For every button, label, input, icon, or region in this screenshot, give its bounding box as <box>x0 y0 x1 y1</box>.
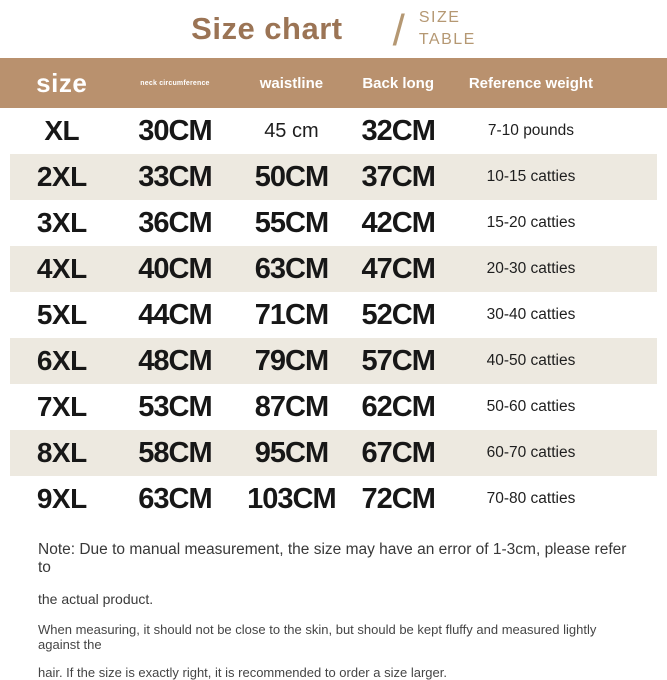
neck-value: 48CM <box>138 344 212 377</box>
neck-value: 53CM <box>138 390 212 423</box>
slash-divider-icon: / <box>392 6 405 55</box>
back-value: 67CM <box>361 436 435 469</box>
weight-value: 50-60 catties <box>486 398 576 415</box>
weight-value: 40-50 catties <box>486 352 576 369</box>
waist-value: 95CM <box>254 436 329 469</box>
note-line: When measuring, it should not be close to the skin, but should be kept fluffy and measured lightly against the <box>38 622 597 652</box>
waist-value: 103CM <box>247 482 336 515</box>
table-row <box>10 154 657 200</box>
waist-value: 87CM <box>254 390 329 423</box>
size-value: 4XL <box>36 253 87 284</box>
subtitle-line-1: SIZE <box>418 9 461 27</box>
subtitle-line-2: TABLE <box>418 31 476 48</box>
weight-value: 10-15 catties <box>486 168 576 185</box>
neck-value: 36CM <box>138 206 212 239</box>
table-row <box>10 430 657 476</box>
neck-value: 44CM <box>138 298 212 331</box>
size-value: 9XL <box>36 483 87 514</box>
table-header-row <box>0 58 667 108</box>
size-table <box>0 58 667 522</box>
table-row <box>10 338 657 384</box>
size-value: 8XL <box>36 437 87 468</box>
table-row <box>10 292 657 338</box>
table-row <box>10 384 657 430</box>
header-reference-weight: Reference weight <box>468 74 594 92</box>
weight-value: 30-40 catties <box>486 306 576 323</box>
neck-value: 30CM <box>138 114 212 147</box>
table-row <box>10 200 657 246</box>
weight-value: 70-80 catties <box>486 490 576 507</box>
back-value: 72CM <box>361 482 435 515</box>
weight-value: 20-30 catties <box>486 260 576 277</box>
waist-value: 63CM <box>254 252 329 285</box>
note-line: Note: Due to manual measurement, the size may have an error of 1-3cm, please refer to <box>38 541 627 576</box>
size-value: 7XL <box>36 391 87 422</box>
waist-value: 45 cm <box>264 119 319 142</box>
back-value: 42CM <box>361 206 435 239</box>
size-value: 5XL <box>36 299 87 330</box>
neck-value: 40CM <box>138 252 212 285</box>
header-waistline: waistline <box>259 74 324 92</box>
note-line: the actual product. <box>38 591 154 607</box>
back-value: 57CM <box>361 344 435 377</box>
waist-value: 71CM <box>254 298 329 331</box>
neck-value: 58CM <box>138 436 212 469</box>
back-value: 52CM <box>361 298 435 331</box>
waist-value: 50CM <box>254 160 329 193</box>
waist-value: 55CM <box>254 206 329 239</box>
neck-value: 63CM <box>138 482 212 515</box>
weight-value: 7-10 pounds <box>487 122 575 139</box>
header-size: size <box>36 67 88 98</box>
size-value: 3XL <box>36 207 87 238</box>
back-value: 62CM <box>361 390 435 423</box>
weight-value: 15-20 catties <box>486 214 576 231</box>
table-row <box>10 476 657 522</box>
waist-value: 79CM <box>254 344 329 377</box>
back-value: 32CM <box>361 114 435 147</box>
note-line: hair. If the size is exactly right, it is recommended to order a size larger. <box>38 665 447 680</box>
size-value: 6XL <box>36 345 87 376</box>
header-neck-circumference: neck circumference <box>140 79 210 87</box>
size-value: XL <box>44 115 80 146</box>
size-value: 2XL <box>36 161 87 192</box>
weight-value: 60-70 catties <box>486 444 576 461</box>
table-row <box>10 108 657 154</box>
notes-section <box>0 522 667 680</box>
back-value: 47CM <box>361 252 435 285</box>
back-value: 37CM <box>361 160 435 193</box>
table-row <box>10 246 657 292</box>
title-bar <box>0 0 667 58</box>
page-subtitle <box>419 7 476 50</box>
page-title: Size chart <box>191 11 343 46</box>
header-back-long: Back long <box>362 74 435 92</box>
neck-value: 33CM <box>138 160 212 193</box>
